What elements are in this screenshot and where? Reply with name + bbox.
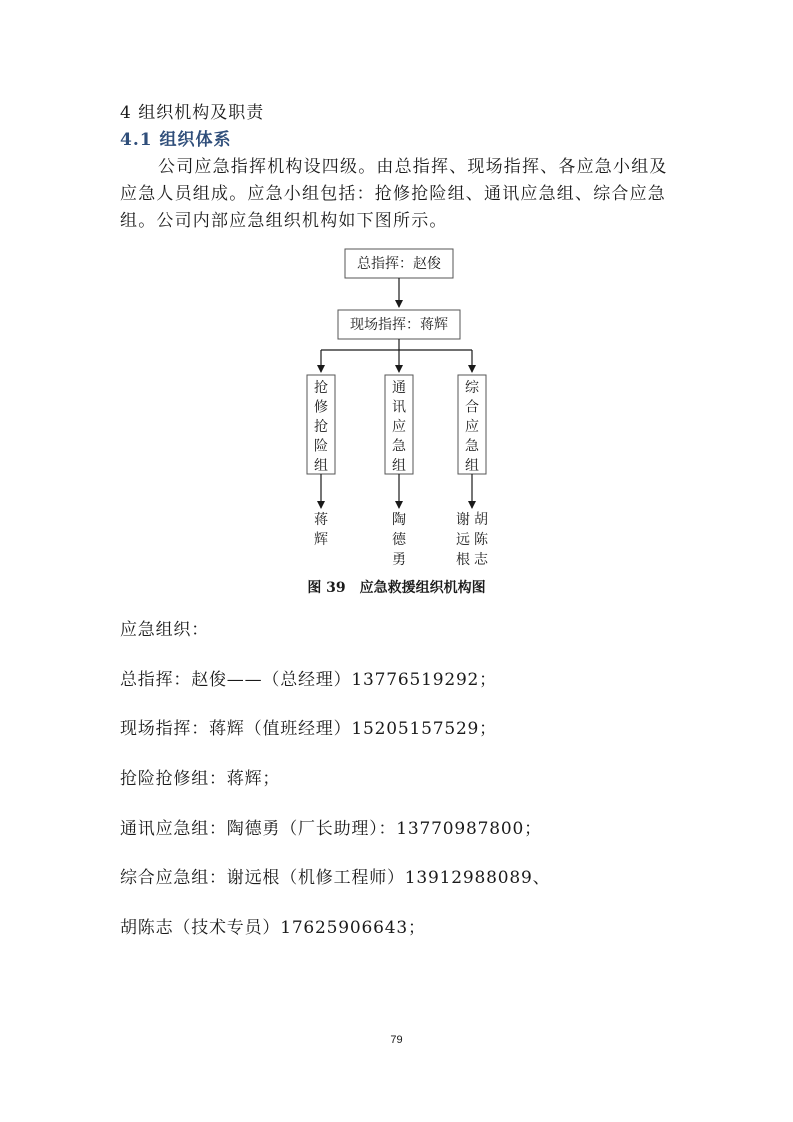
org-group-label: 抢修抢险组 — [314, 380, 328, 474]
org-group-label: 通讯应急组 — [392, 380, 406, 474]
list-item: 胡陈志（技术专员）17625906643； — [120, 918, 426, 938]
subsection-heading: 4.1 组织体系 — [120, 130, 232, 150]
list-item: 抢险抢修组：蒋辉； — [120, 769, 281, 789]
list-item: 现场指挥：蒋辉（值班经理）15205157529； — [120, 719, 497, 739]
figure-caption: 图 39 应急救援组织机构图 — [307, 580, 486, 596]
page-number: 79 — [390, 1034, 403, 1046]
section-heading: 4 组织机构及职责 — [120, 103, 265, 123]
org-middle-label: 现场指挥：蒋辉 — [350, 317, 448, 333]
org-group-label: 综合应急组 — [465, 380, 479, 474]
org-member-name: 蒋辉 — [314, 512, 328, 548]
org-top-label: 总指挥：赵俊 — [357, 256, 441, 272]
list-title: 应急组织： — [120, 620, 209, 640]
list-item: 综合应急组：谢远根（机修工程师）13912988089、 — [120, 868, 551, 888]
intro-paragraph: 公司应急指挥机构设四级。由总指挥、现场指挥、各应急小组及应急人员组成。应急小组包括：抢修抢险组、通讯应急组、综合应急组。公司内部应急组织机构如下图所示。 — [120, 157, 668, 231]
org-chart — [290, 240, 510, 570]
org-member-name: 谢远根 — [456, 512, 470, 568]
list-item: 总指挥：赵俊——（总经理）13776519292； — [120, 670, 497, 690]
org-member-name: 胡陈志 — [474, 512, 488, 568]
list-item: 通讯应急组：陶德勇（厂长助理）：13770987800； — [120, 819, 542, 839]
org-member-name: 陶德勇 — [392, 512, 406, 568]
